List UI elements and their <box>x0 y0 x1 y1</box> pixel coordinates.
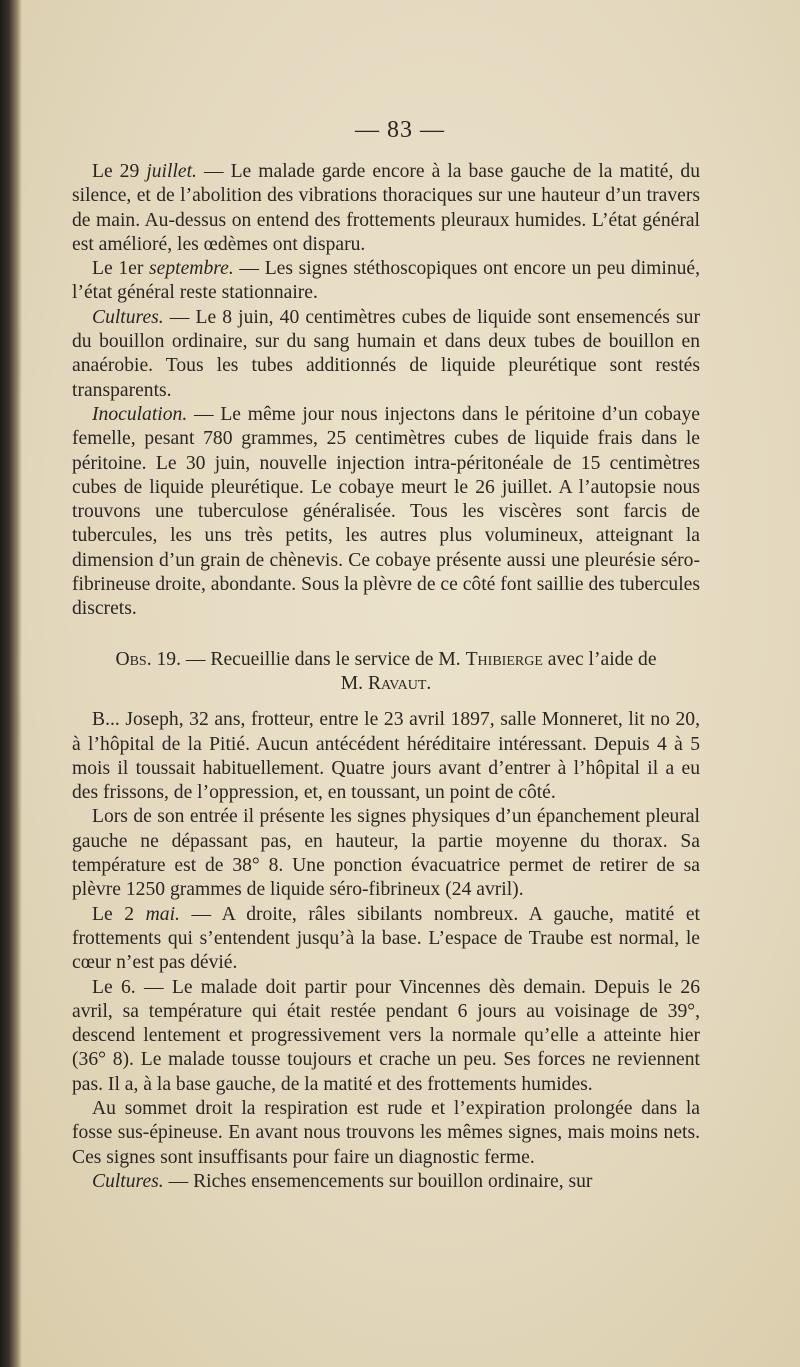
paragraph-cultures-2 <box>72 1170 700 1194</box>
para-text: — Le même jour nous injectons dans le péritoine d’un cobaye femelle, pesant 780 grammes, 25 centimètres cubes de liquide frais dans le péritoine. Le 30 juin, nouvelle injection intra-péritonéale de 15 centimètres cubes de liquide pleurétique. Le cobaye meurt le 26 juillet. A l’autopsie nous trouvons une tuberculose généralisée. Tous les viscères sont farcis de tubercules, les uns très petits, les autres plus volumineux, atteignant la dimension d’un grain de chènevis. Ce cobaye présente aussi une pleurésie séro-fibrineuse droite, abondante. Sous la plèvre de ce côté font saillie des tubercules discrets. <box>72 403 700 620</box>
para-lead: Le 1er <box>92 258 150 280</box>
para-text: — Les signes stéthoscopiques ont encore un peu diminué, l’état général reste stationnaire. <box>72 258 701 304</box>
book-spine-shadow <box>0 0 22 1367</box>
para-text: Lors de son entrée il présente les signes physiques d’un épanchement pleural gauche ne dépassant pas, en hauteur, la partie moyenne du thorax. Sa température est de 38° 8. Une ponction évacuatrice permet de retirer de sa plèvre 1250 grammes de liquide séro-fibrineux (24 avril). <box>72 806 700 901</box>
para-lead-italic: septembre. <box>149 258 234 280</box>
para-lead-italic: Inoculation. <box>92 403 188 425</box>
para-lead-italic: Cultures. <box>92 1170 164 1192</box>
paragraph-inoculation <box>72 403 700 622</box>
para-lead-italic: juillet. <box>146 161 197 182</box>
para-lead: Le 29 <box>92 161 147 182</box>
observation-heading <box>72 648 700 697</box>
para-text: — Le 8 juin, 40 centimètres cubes de liquide sont ensemencés sur du bouillon ordinaire, sur du sang humain et dans deux tubes de bouillon en anaérobie. Tous les tubes additionnés de liquide pleurétique sont restés transparents. <box>72 306 700 401</box>
para-text: — Le malade garde encore à la base gauche de la matité, du silence, et de l’abolition des vibrations thoraciques sur une hauteur d’un travers de main. Au-dessus on entend des frottements pleuraux humides. L’état général est amélioré, les œdèmes ont disparu. <box>72 161 700 255</box>
paragraph-2-mai <box>72 903 700 976</box>
para-lead: Le 2 <box>92 903 146 925</box>
para-text: Le 6. — Le malade doit partir pour Vincennes dès demain. Depuis le 26 avril, sa température qui était restée pendant 6 jours au voisinage de 39°, descend lentement et progressivement vers la normale qu’elle a atteinte hier (36° 8). Le malade tousse toujours et crache un peu. Ses forces ne reviennent pas. Il a, à la base gauche, de la matité et des frottements humides. <box>72 976 700 1095</box>
page-number: — 83 — <box>355 117 445 143</box>
paragraph-29-juillet <box>72 160 700 257</box>
para-text: Au sommet droit la respiration est rude et l’expiration prolongée dans la fosse sus-épineuse. En avant nous trouvons les mêmes signes, mais moins nets. Ces signes sont insuffisants pour faire un diagnostic ferme. <box>72 1097 700 1168</box>
paragraph-sommet-droit <box>72 1097 700 1170</box>
observation-middle: avec l’aide de <box>542 648 657 670</box>
paragraph-cultures <box>72 306 700 403</box>
paragraph-patient <box>72 708 700 805</box>
observation-end: . <box>426 672 432 694</box>
para-lead-italic: mai. <box>145 903 180 925</box>
paragraph-le-6 <box>72 976 700 1097</box>
observation-name-2: Ravaut <box>367 672 427 694</box>
para-text: — A droite, râles sibilants nombreux. A gauche, matité et frottements qui s’entendent jusqu’à la base. L’espace de Traube est normal, le cœur n’est pas dévié. <box>72 903 700 974</box>
para-text: — Riches ensemencements sur bouillon ordinaire, sur <box>163 1170 593 1192</box>
para-lead-italic: Cultures. <box>92 306 164 328</box>
paragraph-entree <box>72 805 700 902</box>
body-text <box>72 160 700 1194</box>
observation-label: Obs. 19. <box>115 648 182 670</box>
paragraph-1er-septembre <box>72 257 700 306</box>
observation-prefix-2: M. <box>340 672 368 694</box>
para-text: B... Joseph, 32 ans, frotteur, entre le 23 avril 1897, salle Monneret, lit no 20, à l’hôpital de la Pitié. Aucun antécédent héréditaire intéressant. Depuis 4 à 5 mois il toussait habituellement. Quatre jours avant d’entrer à l’hôpital il a eu des frissons, de l’oppression, et, en toussant, un point de côté. <box>72 709 700 804</box>
observation-text: — Recueillie dans le service de M. <box>181 648 466 670</box>
observation-name-1: Thibierge <box>465 648 543 670</box>
